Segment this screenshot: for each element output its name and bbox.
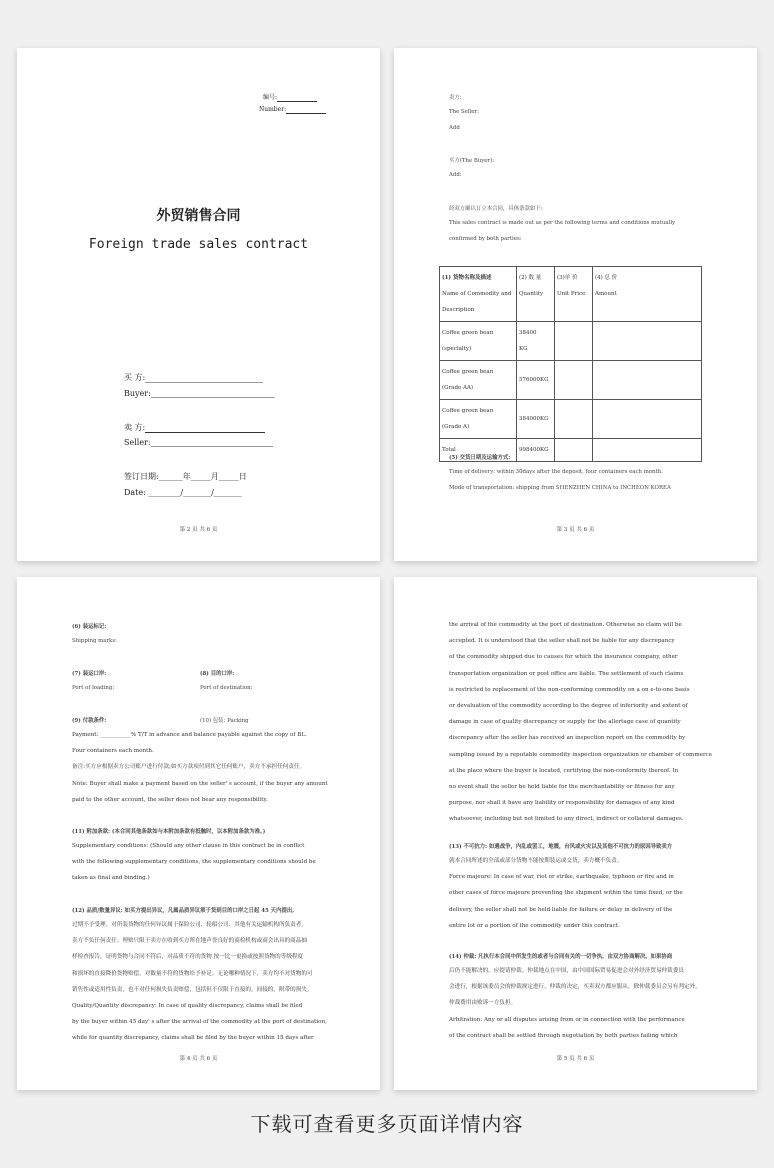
number-label-row: [263, 94, 317, 102]
contract-page-parties: [394, 48, 757, 561]
header-cell: [555, 267, 593, 322]
text-line: Force majeure: In case of war, riot or strike, earthquake, typhoon or fire and in: [449, 874, 674, 881]
text-line: the arrival of the commodity at the port of destination. Otherwise no claim will be: [449, 622, 682, 628]
cell-line: 38400: [519, 330, 537, 336]
cell-line: 576000KG: [519, 377, 549, 383]
contract-page-terms: [17, 577, 380, 1090]
cell-line: (Grade AA): [442, 385, 474, 391]
text-line: 就本合同所述的全部或部分货物不能按期装运或交货，卖方概不负责。: [449, 858, 623, 864]
text-line: by the buyer within 45 day' s after the arrival of the commodity at the port of destination,: [72, 1019, 327, 1026]
number-label-en: Number:: [259, 106, 287, 113]
arbitration-paragraph: [449, 963, 701, 1044]
header-line: Amount: [595, 291, 617, 297]
text-line: whatsoever, including but not limited to any direct, indirect or collateral damages.: [449, 816, 684, 823]
quality-paragraph: [72, 917, 327, 1047]
table-cell: [555, 400, 593, 439]
header-line: Name of Commodity and: [442, 291, 512, 297]
table-cell: [517, 361, 555, 400]
header-cell: [517, 267, 555, 322]
text-line: of the commodity shipped due to causes for which the insurance company, other: [449, 654, 678, 661]
seller-cn-row: [124, 422, 265, 433]
text-line: 卖方不负任何责任。理赔只限于卖方在收到买方所在地声誉良好的商检机构或商会出具的商品抽: [72, 938, 307, 945]
payment-title: (9) 付款条件:: [72, 718, 107, 724]
buyer-label: 买方(The Buyer):: [449, 158, 495, 164]
header-line: (4) 总 价: [595, 275, 618, 281]
table-cell: [440, 400, 517, 439]
claims-paragraph: [449, 617, 712, 827]
text-line: Quality/Quantity discrepancy: In case of quality discrepancy, claims shall be filed: [72, 1002, 303, 1009]
text-line: purpose, nor shall it have any liability or responsibility for damages of any kind: [449, 800, 675, 807]
marks-en: Shipping marks:: [72, 638, 117, 644]
intro-en-1: This sales contract is made out as per the following terms and conditions mutually: [449, 220, 676, 226]
goods-table: [439, 266, 702, 462]
text-line: while for quantity discrepancy, claims shall be filed by the buyer within 15 days after: [72, 1035, 314, 1042]
seller-cn: 卖方:: [449, 95, 462, 101]
table-cell: [440, 322, 517, 361]
marks-title: (6) 装运标记:: [72, 624, 107, 630]
quality-title: (12) 品质/数量异议: 如买方提出异议，凡属品质异议须于货到目的口岸之日起 45 天内提出,: [72, 908, 295, 914]
table-row: [440, 322, 702, 361]
text-line: or devaluation of the commodity according to the degree of inferiority and extent of: [449, 702, 688, 709]
intro-en-2: confirmed by both parties:: [449, 236, 522, 242]
cell-line: Coffee green bean: [442, 408, 494, 414]
date-en: Date: ________/_______/_______: [124, 488, 242, 497]
text-line: Four containers each month.: [72, 748, 154, 755]
text-line: paid to the other account, the seller does not bear any responsibility.: [72, 796, 268, 803]
date-cn: 签订日期:______年_____月_____日: [124, 472, 247, 481]
port-dest-en: Port of destination:: [200, 685, 253, 691]
port-load-en: Port of loading:: [72, 685, 115, 691]
delivery-time: Time of delivery: within 30days after the deposit, four containers each month.: [449, 469, 663, 475]
delivery-title: (5) 交货日期及运输方式:: [449, 455, 511, 461]
text-line: is restricted to replacement of the non-conforming commodity on a on e-to-one basis: [449, 686, 690, 693]
text-line: delivery, the seller shall not be held liable for failure or delay in delivery of the: [449, 906, 673, 913]
text-line: 仲裁费用由败诉一方负担。: [449, 1000, 517, 1007]
text-line: Note: Buyer shall make a payment based on the seller' s account, if the buyer any amount: [72, 780, 328, 787]
text-line: 后仍不能解决的，应提请仲裁。仲裁地点在中国，由中国国际贸易促进会对外经济贸易仲裁委员: [449, 968, 684, 974]
text-line: taken as final and binding.): [72, 875, 150, 882]
text-line: accepted. It is understood that the seller shall not be liable for any discrepancy: [449, 638, 675, 645]
buyer-cn-row: [124, 372, 263, 383]
seller-en-row: [124, 438, 273, 447]
port-load-cn: (7) 装运口岸:: [72, 671, 107, 677]
seller-cn-label: 卖 方:: [124, 423, 146, 432]
text-line: sampling issued by a reputable commodity inspection organization or chamber of commerce: [449, 751, 713, 758]
page-number: 第 3 页 共 6 页: [556, 527, 595, 533]
table-row: [440, 361, 702, 400]
text-line: entire lot or a portion of the commodity under this contract.: [449, 922, 620, 929]
text-line: discrepancy after the seller has received an inspection report on the commodity by: [449, 735, 686, 742]
cell-line: 384000KG: [519, 416, 549, 422]
cell-line: Coffee green bean: [442, 369, 494, 375]
table-cell: [555, 361, 593, 400]
text-line: Arbitration: Any or all disputes arising from or in connection with the performance: [449, 1016, 685, 1023]
table-header-row: [440, 267, 702, 322]
cell-line: (specialty): [442, 346, 472, 352]
transport-mode: Mode of transportation: shipping from SHENZHEN CHINA to INCHEON KOREA: [449, 485, 671, 491]
cell-line: 998400KG: [519, 447, 549, 453]
header-line: (3)单 价: [557, 275, 578, 281]
header-line: Description: [442, 307, 475, 313]
table-cell: [517, 322, 555, 361]
force-majeure-paragraph: [449, 853, 683, 934]
text-line: at the place where the buyer is located, certifying the non-conformity thereof. In: [449, 767, 679, 774]
header-line: (2) 数 量: [519, 275, 542, 281]
buyer-add: Add:: [449, 172, 462, 178]
header-line: Quantity: [519, 291, 544, 297]
force-majeure-title: (13) 不可抗力: 如遇战争，内乱或罢工，地震，台风或火灾以及其他不可抗力的原因导致卖方: [449, 844, 673, 850]
buyer-cn-label: 买 方:: [124, 373, 146, 382]
table-row: [440, 400, 702, 439]
text-line: damage in case of quality discrepancy or supply for the allertage case of quantity: [449, 719, 681, 726]
contract-page-cover: [17, 48, 380, 561]
table-cell: [555, 439, 593, 462]
text-line: Payment: ___________% T/T in advance and balance payable against the copy of BL.: [72, 732, 307, 738]
text-line: 过期不予受理。对所装货物的任何异议属于保险公司、轮船公司、其他有关运输机构所负责者,: [72, 922, 304, 928]
buyer-en-label: Buyer:: [124, 389, 151, 398]
seller-en-label: Seller:: [124, 438, 151, 447]
intro-cn: 经双方确认订立本合同，具体条款如下:: [449, 206, 543, 212]
table-cell: [440, 361, 517, 400]
table-cell: [593, 439, 702, 462]
cell-line: Total: [442, 447, 456, 453]
text-line: of the contract shall be settled through negotiation by both parties failing which: [449, 1032, 678, 1039]
cell-line: KG: [519, 346, 528, 352]
header-cell: [593, 267, 702, 322]
cell-line: (Grade A): [442, 424, 470, 430]
text-line: other cases of force majeure preventing the shipment within the time fixed, or the: [449, 890, 683, 897]
packing-title: (10) 包装: Packing: [200, 718, 249, 724]
seller-en: The Seller:: [449, 109, 479, 115]
text-line: 和损坏的直接降价货物赔偿，对数量不符的货物给予补足。无论哪种情况下，卖方均不对货物的可: [72, 970, 313, 977]
buyer-en-row: [124, 389, 275, 398]
header-line: (1) 货物名称及描述: [442, 275, 492, 281]
table-cell: [555, 322, 593, 361]
page-number: 第 2 页 共 6 页: [179, 527, 218, 533]
contract-page-claims: [394, 577, 757, 1090]
seller-add: Add: [449, 125, 460, 131]
table-cell: [593, 400, 702, 439]
supplementary-title: (11) 附加条款: (本合同其他条款如与本附加条款有抵触时，以本附加条款为准。): [72, 829, 266, 835]
cell-line: Coffee green bean: [442, 330, 494, 336]
page-number: 第 5 页 共 6 页: [556, 1056, 595, 1062]
header-cell: [440, 267, 517, 322]
text-line: 备注:买方应根据卖方公司账户进行付款;如买方款项付到其它任何账户，卖方不承担任何责任。: [72, 764, 306, 771]
title-en: Foreign trade sales contract: [88, 237, 309, 252]
download-hint[interactable]: 下载可查看更多页面详情内容: [250, 1112, 524, 1136]
title-cn: 外贸销售合同: [156, 208, 241, 224]
text-line: 销售性或适用性负责，也不对任何损失负责赔偿，包括但不仅限于直接的，间接的，附带的损失。: [72, 986, 313, 993]
text-line: with the following supplementary conditions, the supplementary conditions should be: [72, 859, 316, 866]
payment-paragraph: [72, 727, 328, 808]
text-line: 会进行，根据该委员会的仲裁规定进行，仲裁的决定，买卖双方都应服从。除仲裁委员会另有判定外，: [449, 984, 701, 991]
header-line: Unit Price: [557, 291, 586, 297]
text-line: 样检查报告，证明货物与合同不符后，对品质不符的货物 按一比一更换或按照货物的等级程度: [72, 954, 304, 961]
text-line: no event shall the seller be held liable for the merchantability or fitness for any: [449, 783, 675, 790]
table-cell: [593, 322, 702, 361]
arbitration-title: (14) 仲裁: 凡执行本合同中所发生的或者与合同有关的一切争执，由双方协商解决。如果协商: [449, 954, 673, 960]
table-cell: [593, 361, 702, 400]
text-line: Supplementary conditions: (Should any other clause in this contract be in conflict: [72, 843, 305, 849]
port-dest-cn: (8) 目的口岸:: [200, 671, 235, 677]
table-cell: [517, 400, 555, 439]
supplementary-paragraph: [72, 838, 316, 887]
number-label-cn: 编号:: [263, 94, 278, 101]
page-number: 第 4 页 共 6 页: [179, 1056, 218, 1062]
number-en-row: [259, 106, 326, 114]
table-cell: [517, 439, 555, 462]
text-line: transportation organization or post office are liable. The settlement of such claims: [449, 670, 684, 677]
